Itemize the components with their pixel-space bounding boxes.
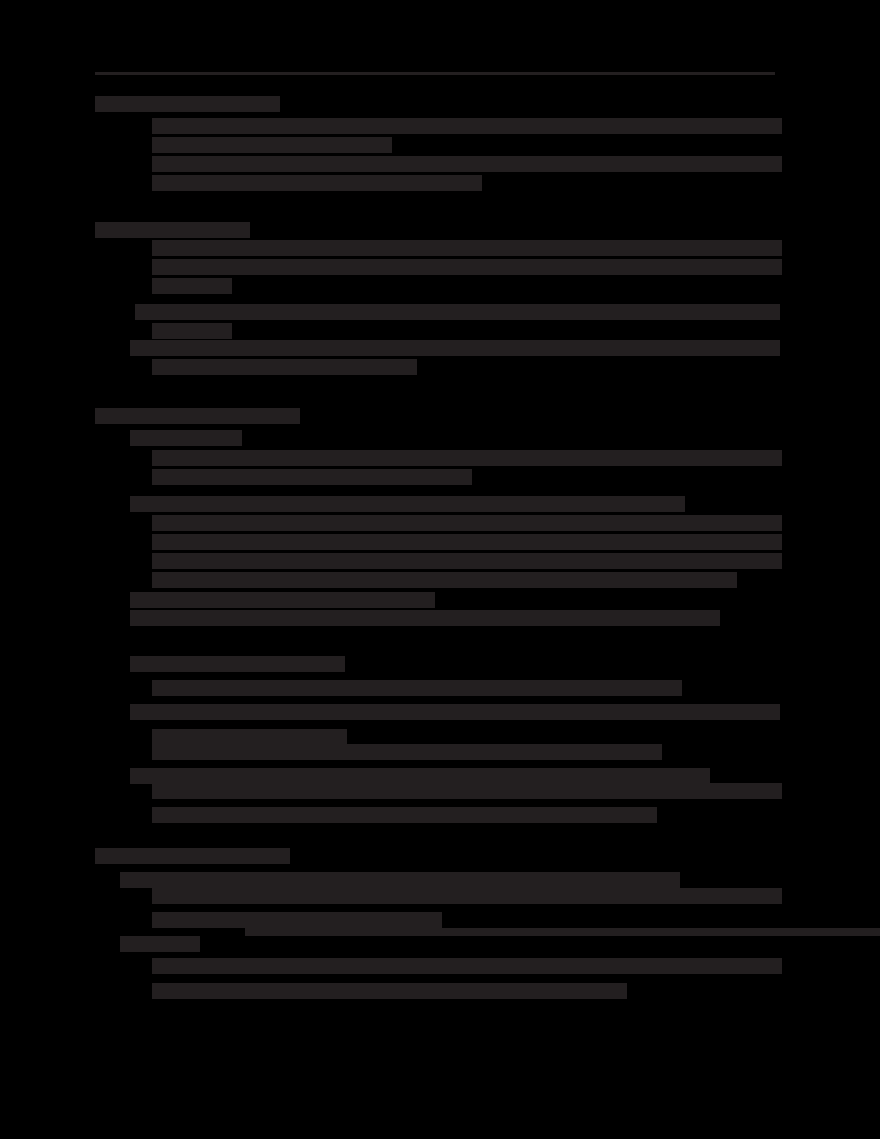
- redacted-text-line: [152, 469, 472, 485]
- top-horizontal-rule: [95, 72, 775, 75]
- redacted-text-line: [152, 912, 442, 928]
- redacted-text-line: [152, 323, 232, 339]
- redacted-section-heading: [95, 222, 250, 238]
- redacted-text-line: [152, 888, 782, 904]
- redacted-text-line: [152, 175, 482, 191]
- redacted-text-line: [120, 872, 680, 888]
- redacted-text-line: [152, 744, 662, 760]
- redacted-text-line: [152, 572, 737, 588]
- redacted-text-line: [152, 729, 347, 745]
- redacted-text-line: [130, 704, 780, 720]
- redacted-text-line: [152, 450, 782, 466]
- redacted-section-heading: [95, 96, 280, 112]
- redacted-text-line: [152, 534, 782, 550]
- redacted-section-heading: [95, 408, 300, 424]
- redacted-text-line: [152, 783, 782, 799]
- redacted-text-line: [152, 156, 782, 172]
- redacted-text-line: [130, 592, 435, 608]
- redacted-section-heading: [130, 656, 345, 672]
- redacted-text-line: [130, 610, 720, 626]
- redacted-text-line: [152, 958, 782, 974]
- redacted-text-line: [130, 340, 780, 356]
- redacted-text-line: [152, 515, 782, 531]
- redacted-text-line: [152, 359, 417, 375]
- redacted-text-line: [130, 430, 242, 446]
- redacted-text-line: [245, 928, 880, 936]
- redacted-text-line: [135, 304, 780, 320]
- redacted-text-line: [130, 496, 685, 512]
- redacted-text-line: [152, 259, 782, 275]
- redacted-text-line: [130, 768, 710, 784]
- redacted-text-line: [152, 983, 627, 999]
- redacted-text-line: [152, 553, 782, 569]
- redacted-section-heading: [95, 848, 290, 864]
- redacted-text-line: [152, 807, 657, 823]
- redacted-text-line: [152, 240, 782, 256]
- redacted-text-line: [152, 118, 782, 134]
- redacted-text-line: [152, 680, 682, 696]
- redacted-text-line: [152, 137, 392, 153]
- redacted-text-line: [152, 278, 232, 294]
- redacted-text-line: [120, 936, 200, 952]
